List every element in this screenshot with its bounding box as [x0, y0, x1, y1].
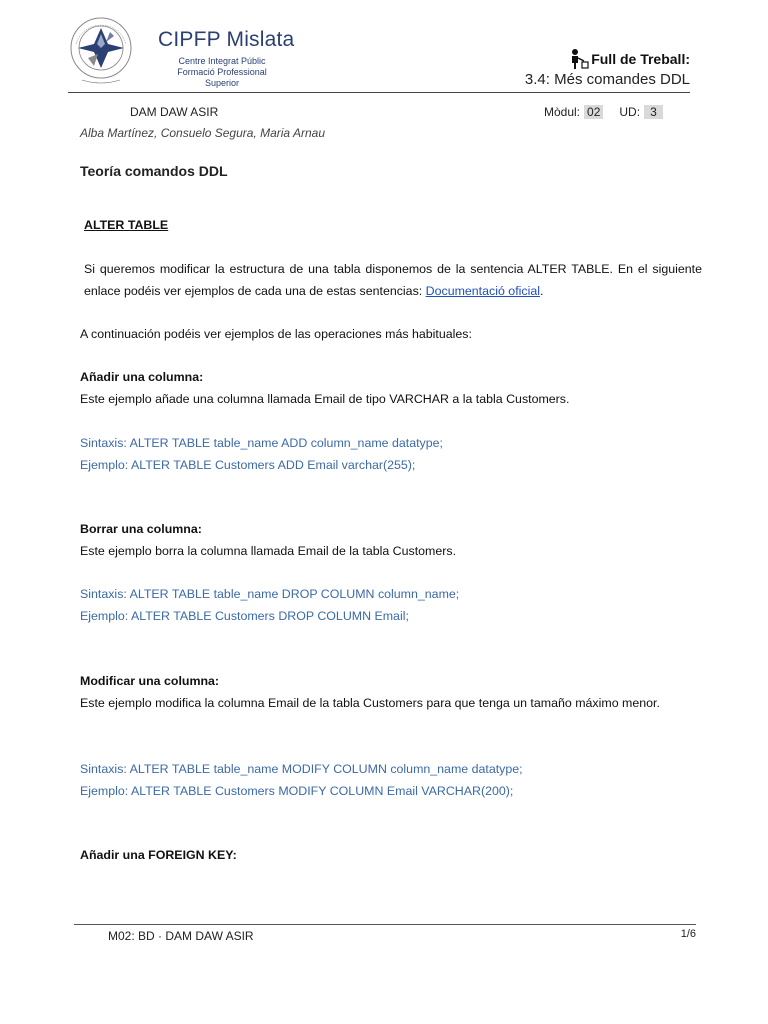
page-number: 1/6 [680, 928, 696, 940]
section-title: Teoría comandos DDL [80, 163, 228, 179]
add-column-title: Añadir una columna: [80, 370, 204, 384]
footer-divider [74, 924, 696, 925]
brand-title: CIPFP Mislata [158, 28, 295, 51]
modify-column-description: Este ejemplo modifica la columna Email de la tabla Customers para que tenga un tamaño máximo menor. [80, 696, 660, 710]
ud-value: 3 [644, 105, 663, 119]
foreign-key-title: Añadir una FOREIGN KEY: [80, 848, 237, 862]
alter-table-heading: ALTER TABLE [84, 218, 169, 232]
intro-text: Si queremos modificar la estructura de una tabla disponemos de la sentencia ALTER TABLE. En el siguiente enlace podéis ver ejemplos de cada una de estas sentencias: [84, 262, 702, 298]
authors: Alba Martínez, Consuelo Segura, Maria Arnau [80, 126, 326, 140]
cipfp-seal-logo [68, 14, 134, 88]
ud-label: UD: [619, 105, 641, 119]
modify-column-example: Ejemplo: ALTER TABLE Customers MODIFY COLUMN Email VARCHAR(200); [80, 784, 514, 798]
courses-label: DAM DAW ASIR [130, 105, 219, 119]
sheet-subtitle: 3.4: Més comandes DDL [524, 71, 690, 88]
sheet-title-text: Full de Treball: [591, 51, 690, 67]
add-column-description: Este ejemplo añade una columna llamada Email de tipo VARCHAR a la tabla Customers. [80, 392, 570, 406]
add-column-syntax: Sintaxis: ALTER TABLE table_name ADD column_name datatype; [80, 436, 443, 450]
drop-column-example: Ejemplo: ALTER TABLE Customers DROP COLUMN Email; [80, 609, 409, 623]
modul-label: Mòdul: [544, 105, 581, 119]
brand-subtitle-line-1: Centre Integrat Públic [178, 56, 266, 66]
drop-column-syntax: Sintaxis: ALTER TABLE table_name DROP COLUMN column_name; [80, 587, 460, 601]
brand-subtitle-line-2: Formació Professional Superior [177, 67, 267, 88]
intro-end: . [539, 284, 544, 298]
footer-course: M02: BD · DAM DAW ASIR [108, 929, 254, 943]
brand-subtitle [160, 56, 284, 89]
modify-column-syntax: Sintaxis: ALTER TABLE table_name MODIFY COLUMN column_name datatype; [80, 762, 523, 776]
worker-icon [569, 48, 589, 70]
modul-value: 02 [584, 105, 603, 119]
add-column-example: Ejemplo: ALTER TABLE Customers ADD Email varchar(255); [80, 458, 416, 472]
intro-paragraph [84, 258, 702, 302]
header-divider [68, 92, 690, 93]
sheet-title [569, 48, 690, 70]
drop-column-description: Este ejemplo borra la columna llamada Email de la tabla Customers. [80, 544, 457, 558]
continuation-text: A continuación podéis ver ejemplos de las operaciones más habituales: [80, 327, 472, 341]
module-info [544, 105, 663, 119]
documentation-link[interactable]: Documentació oficial [425, 284, 540, 298]
drop-column-title: Borrar una columna: [80, 522, 202, 536]
modify-column-title: Modificar una columna: [80, 674, 220, 688]
